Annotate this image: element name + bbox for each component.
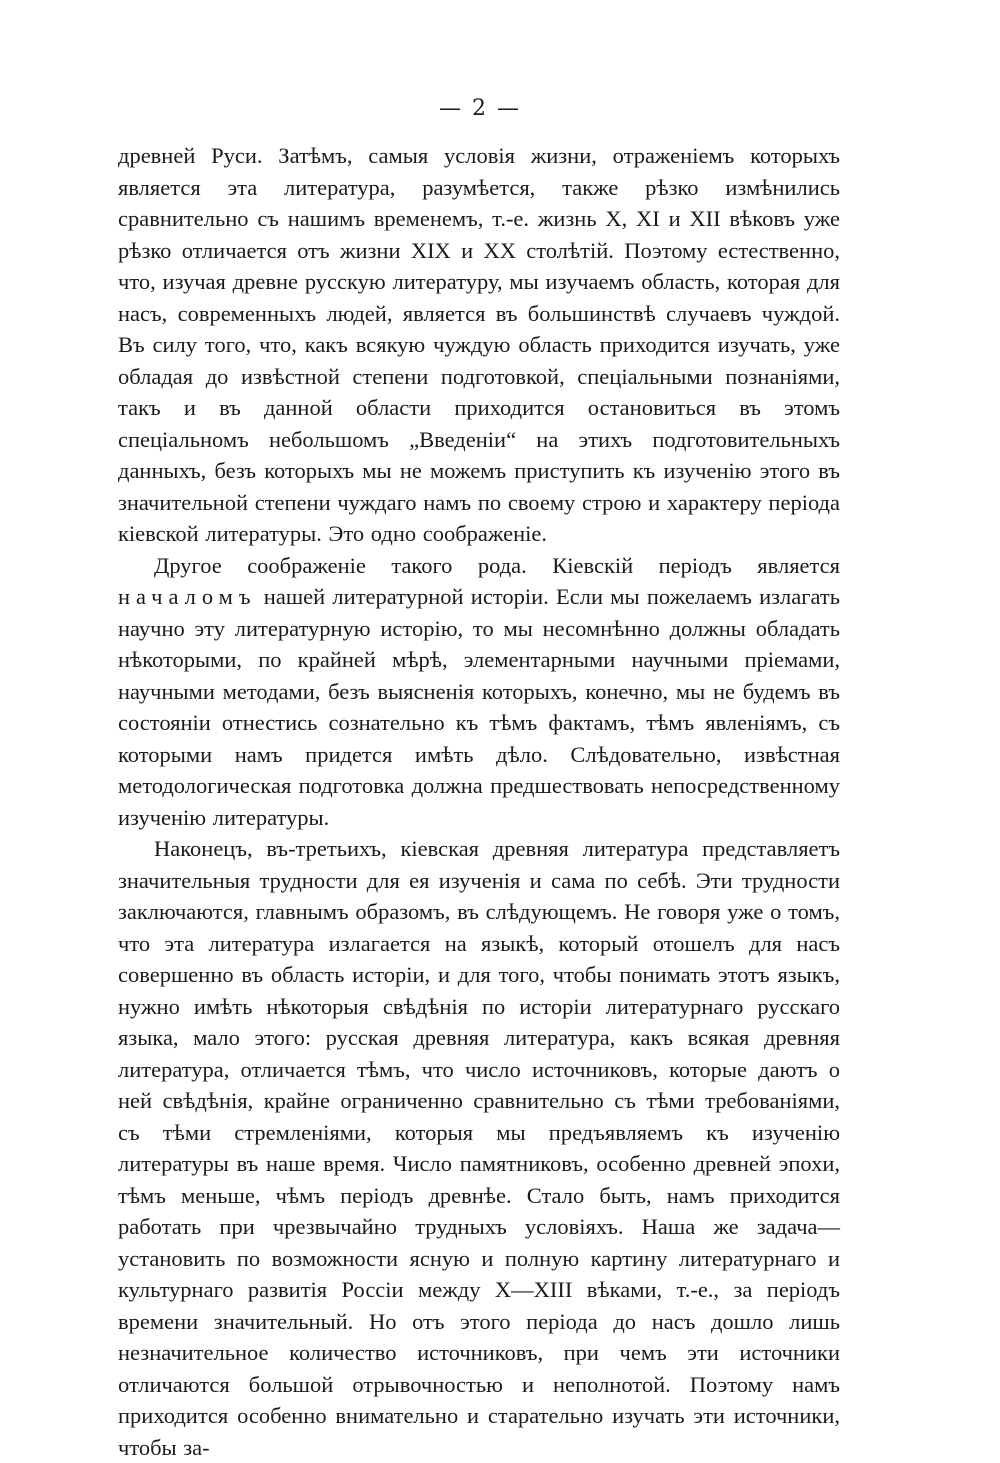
body-text <box>118 140 840 1463</box>
emphasized-word: началомъ <box>118 584 257 609</box>
paragraph-1: древней Руси. Затѣмъ, самыя условія жизни, отраженіемъ которыхъ является эта литература, разумѣется, также рѣзко измѣнились сравнительно съ нашимъ временемъ, т.-е. жизнь X, XI и XII вѣковъ уже рѣзко отличается отъ жизни XIX и XX столѣтій. Поэтому естественно, что, изучая древне русскую литературу, мы изучаемъ область, которая для насъ, современныхъ людей, является въ большинствѣ случаевъ чуждой. Въ силу того, что, какъ всякую чуждую область приходится изучать, уже обладая до извѣстной степени подготовкой, спеціальными познаніями, такъ и въ данной области приходится остановиться въ этомъ спеціальномъ небольшомъ „Введеніи“ на этихъ подготовительныхъ данныхъ, безъ которыхъ мы не можемъ приступить къ изученію этого въ значительной степени чуждаго намъ по своему строю и характеру періода кіевской литературы. Это одно соображеніе. <box>118 143 840 546</box>
paragraph-3: Наконецъ, въ-третьихъ, кіевская древняя литература представляетъ значительныя трудности для ея изученія и сама по себѣ. Эти трудности заключаются, главнымъ образомъ, въ слѣдующемъ. Не говоря уже о томъ, что эта литература излагается на языкѣ, который отошелъ для насъ совершенно въ область исторіи, и для того, чтобы понимать этотъ языкъ, нужно имѣть нѣкоторыя свѣдѣнія по исторіи литературнаго русскаго языка, мало этого: русская древняя литература, какъ всякая древняя литература, отличается тѣмъ, что число источниковъ, которые даютъ о ней свѣдѣнія, крайне ограниченно сравнительно съ тѣми требованіями, съ тѣми стремленіями, которыя мы предъявляемъ къ изученію литературы въ наше время. Число памятниковъ, особенно древней эпохи, тѣмъ меньше, чѣмъ періодъ древнѣе. Стало быть, намъ приходится работать при чрезвычайно трудныхъ условіяхъ. Наша же задача—установить по возможности ясную и полную картину литературнаго и культурнаго развитія Россіи между X—XIII вѣками, т.-е., за періодъ времени значительный. Но отъ этого періода до насъ дошло лишь незначительное количество источниковъ, при чемъ эти источники отличаются большой отрывочностью и неполнотой. Поэтому намъ приходится особенно внимательно и старательно изучать эти источники, чтобы за- <box>118 836 840 1460</box>
paragraph-2-start: Другое соображеніе такого рода. Кіевскій періодъ является <box>154 552 840 578</box>
paragraph-2 <box>118 550 840 834</box>
page-number: — 2 — <box>439 96 521 121</box>
paragraph-2-rest: нашей литературной исторіи. Если мы пожелаемъ излагать научно эту литературную исторію, то мы несомнѣнно должны обладать нѣкоторыми, по крайней мѣрѣ, элементарными научными пріемами, научными методами, безъ выясненія которыхъ, конечно, мы не будемъ въ состояніи отнестись сознательно къ тѣмъ фактамъ, тѣмъ явленіямъ, съ которыми намъ придется имѣть дѣло. Слѣдовательно, извѣстная методологическая подготовка должна предшествовать непосредственному изученію литературы. <box>118 584 840 830</box>
